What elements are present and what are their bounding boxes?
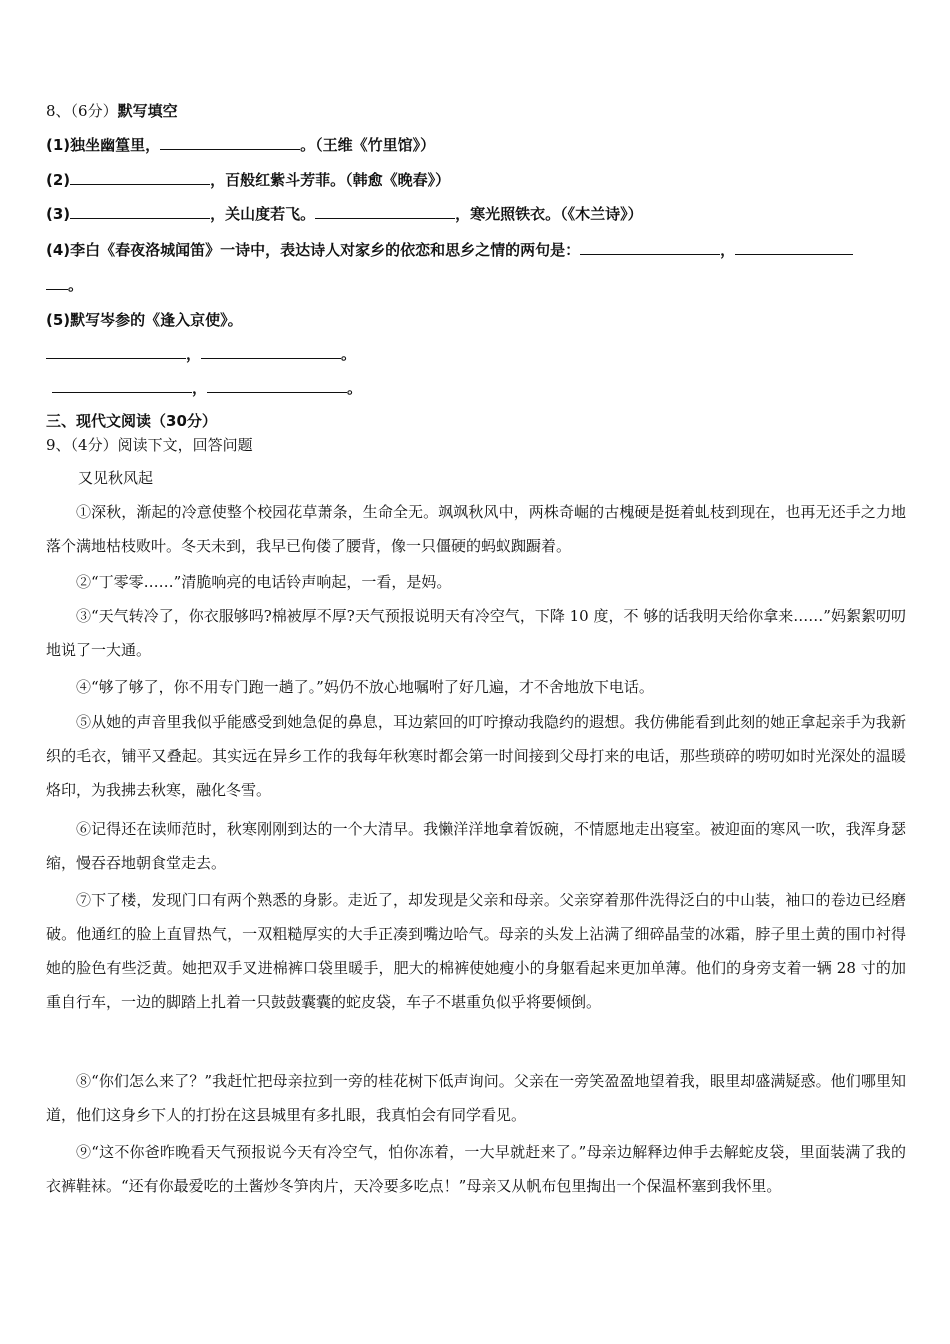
q8-item-5-text: (5)默写岑参的《逢入京使》。 bbox=[46, 311, 243, 329]
q8-item-5-row1 bbox=[46, 344, 906, 364]
blank-3a[interactable] bbox=[70, 204, 210, 219]
q8-item-5-end1: 。 bbox=[341, 345, 357, 363]
blank-4a[interactable] bbox=[580, 240, 720, 255]
passage-title: 又见秋风起 bbox=[78, 469, 154, 487]
q8-item-4-end: 。 bbox=[68, 276, 84, 294]
q8-item-1-prefix: (1)独坐幽篁里， bbox=[46, 136, 161, 154]
paragraph-4: ④“够了够了，你不用专门跑一趟了。”妈仍不放心地嘱咐了好几遍，才不舍地放下电话。 bbox=[76, 678, 654, 696]
q8-item-5 bbox=[46, 310, 906, 330]
q8-item-1-suffix: 。（王维《竹里馆》） bbox=[300, 136, 436, 154]
paragraph-5: ⑤从她的声音里我似乎能感受到她急促的鼻息，耳边萦回的叮咛撩动我隐约的遐想。我仿佛能看到此刻的她正拿起亲手为我新织的毛衣，铺平又叠起。其实远在异乡工作的我每年秋寒时都会第一时间接到父母打来的电话，那些琐碎的唠叨如时光深处的温暖烙印，为我拂去秋寒，融化冬雪。 bbox=[46, 713, 906, 799]
paragraph-7: ⑦下了楼，发现门口有两个熟悉的身影。走近了，却发现是父亲和母亲。父亲穿着那件洗得泛白的中山装，袖口的卷边已经磨破。他通红的脸上直冒热气，一双粗糙厚实的大手正凑到嘴边哈气。母亲的头发上沾满了细碎晶莹的冰霜，脖子里土黄的围巾衬得她的脸色有些泛黄。她把双手叉进棉裤口袋里暖手，肥大的棉裤使她瘦小的身躯看起来更加单薄。他们的身旁支着一辆 28 寸的加重自行车，一边的脚踏上扎着一只鼓鼓囊囊的蛇皮袋，车子不堪重负似乎将要倾倒。 bbox=[46, 891, 906, 1011]
blank-5d[interactable] bbox=[207, 378, 347, 393]
q8-item-2-suffix: ，百般红紫斗芳菲。（韩愈《晚春》） bbox=[210, 171, 451, 189]
q8-item-5-end2: 。 bbox=[347, 379, 363, 397]
blank-4b-cont[interactable] bbox=[46, 275, 68, 290]
q8-number: 8、（6分） bbox=[46, 102, 118, 120]
q8-item-3-mid: ，关山度若飞。 bbox=[210, 205, 316, 223]
q8-item-5-sep2: ， bbox=[192, 379, 208, 397]
q8-item-4-text: (4)李白《春夜洛城闻笛》一诗中，表达诗人对家乡的依恋和思乡之情的两句是： bbox=[46, 241, 581, 259]
paragraph-3: ③“天气转冷了，你衣服够吗?棉被厚不厚?天气预报说明天有冷空气，下降 10 度，不 够的话我明天给你拿来……”妈絮絮叨叨地说了一大通。 bbox=[46, 607, 906, 659]
q9-header: 9、（4分）阅读下文，回答问题 bbox=[46, 436, 253, 454]
q8-header bbox=[46, 101, 906, 121]
q8-item-2 bbox=[46, 170, 906, 190]
q8-item-3 bbox=[46, 204, 906, 224]
blank-4b[interactable] bbox=[735, 240, 853, 255]
q8-item-4-cont bbox=[46, 275, 906, 295]
q8-item-1 bbox=[46, 135, 906, 155]
blank-2[interactable] bbox=[70, 170, 210, 185]
q8-item-5-sep1: ， bbox=[186, 345, 202, 363]
blank-5c[interactable] bbox=[52, 378, 192, 393]
section-3-title: 三、现代文阅读（30分） bbox=[46, 412, 217, 430]
blank-5b[interactable] bbox=[201, 344, 341, 359]
q8-item-4-sep: ， bbox=[720, 241, 736, 259]
q8-label: 默写填空 bbox=[117, 102, 178, 120]
q8-item-3-suffix: ，寒光照铁衣。（《木兰诗》） bbox=[455, 205, 643, 223]
paragraph-6: ⑥记得还在读师范时，秋寒刚刚到达的一个大清早。我懒洋洋地拿着饭碗，不情愿地走出寝室。被迎面的寒风一吹，我浑身瑟缩，慢吞吞地朝食堂走去。 bbox=[46, 820, 906, 872]
paragraph-1: ①深秋，渐起的冷意使整个校园花草萧条，生命全无。飒飒秋风中，两株奇崛的古槐硬是挺着虬枝到现在，也再无还手之力地落个满地枯枝败叶。冬天未到，我早已佝偻了腰背，像一只僵硬的蚂蚁踟蹰着。 bbox=[46, 503, 906, 555]
q8-item-3-prefix: (3) bbox=[46, 205, 71, 223]
paragraph-9: ⑨“这不你爸昨晚看天气预报说今天有冷空气，怕你冻着，一大早就赶来了。”母亲边解释边伸手去解蛇皮袋，里面装满了我的衣裤鞋袜。“还有你最爱吃的土酱炒冬笋肉片，天冷要多吃点！”母亲又从帆布包里掏出一个保温杯塞到我怀里。 bbox=[46, 1143, 906, 1195]
paragraph-2: ②“丁零零……”清脆响亮的电话铃声响起，一看，是妈。 bbox=[76, 573, 452, 591]
blank-1[interactable] bbox=[160, 135, 300, 150]
blank-5a[interactable] bbox=[46, 344, 186, 359]
blank-3b[interactable] bbox=[315, 204, 455, 219]
q8-item-5-row2 bbox=[52, 378, 906, 398]
q8-item-2-prefix: (2) bbox=[46, 171, 71, 189]
q8-item-4 bbox=[46, 240, 906, 260]
paragraph-8: ⑧“你们怎么来了？”我赶忙把母亲拉到一旁的桂花树下低声询问。父亲在一旁笑盈盈地望着我，眼里却盛满疑惑。他们哪里知道，他们这身乡下人的打扮在这县城里有多扎眼，我真怕会有同学看见。 bbox=[46, 1072, 906, 1124]
